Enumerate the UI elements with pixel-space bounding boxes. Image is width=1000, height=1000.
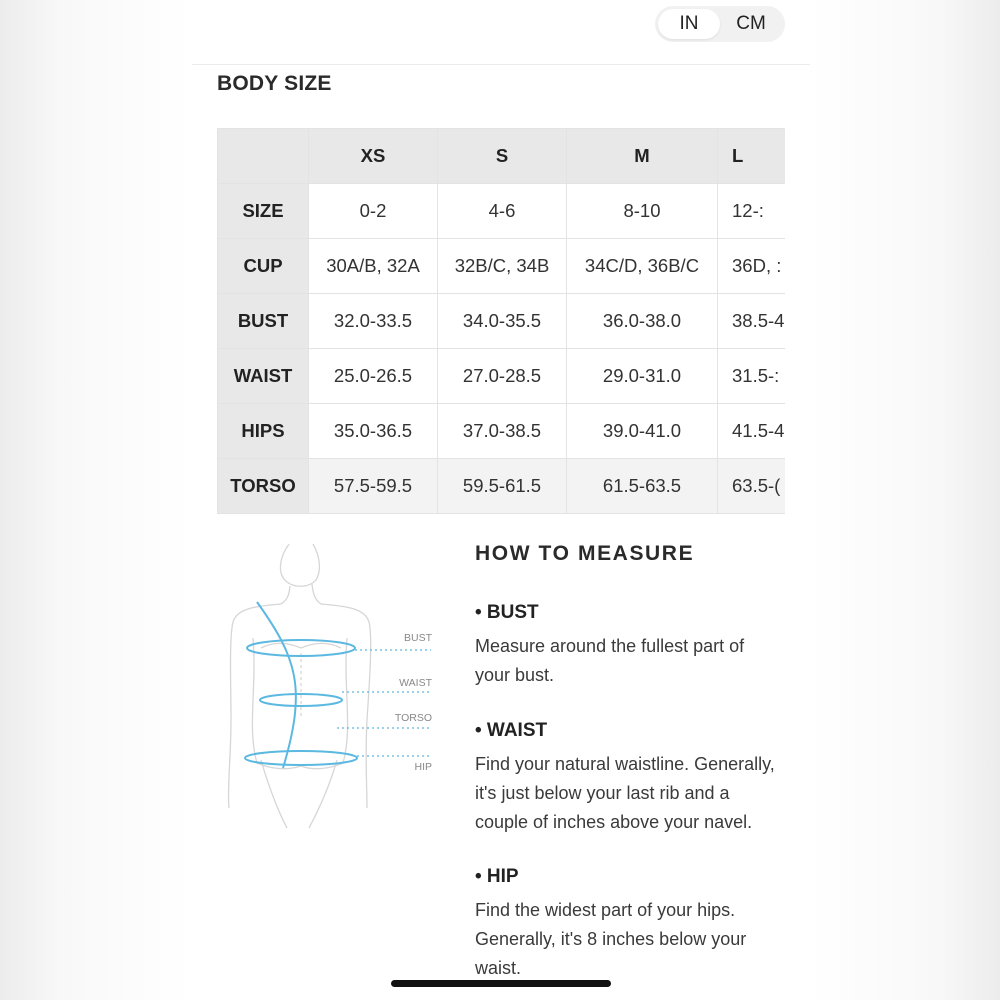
unit-option-in[interactable]: IN <box>658 9 720 39</box>
table-cell: 34C/D, 36B/C <box>567 239 718 294</box>
table-cell: 32.0-33.5 <box>309 294 438 349</box>
table-cell: 63.5-( <box>718 459 786 514</box>
table-cell: 57.5-59.5 <box>309 459 438 514</box>
description-line: Find the widest part of your hips. <box>475 900 736 920</box>
section-title: BODY SIZE <box>217 72 332 95</box>
unit-toggle[interactable] <box>655 6 785 42</box>
table-cell: 12-: <box>718 184 786 239</box>
table-cell: 37.0-38.5 <box>438 404 567 459</box>
table-row <box>218 184 786 239</box>
table-header-row <box>218 129 786 184</box>
hip-heading: • HIP <box>475 866 519 887</box>
description-line: Measure around the fullest part of <box>475 636 745 656</box>
row-label: HIPS <box>218 404 309 459</box>
table-cell: 39.0-41.0 <box>567 404 718 459</box>
header-cell: S <box>438 129 567 184</box>
table-cell: 61.5-63.5 <box>567 459 718 514</box>
waist-description <box>475 750 795 837</box>
table-cell: 38.5-4 <box>718 294 786 349</box>
table-row <box>218 239 786 294</box>
table-cell: 32B/C, 34B <box>438 239 567 294</box>
figure-label-waist: WAIST <box>399 677 432 689</box>
table-cell: 27.0-28.5 <box>438 349 567 404</box>
table-cell: 4-6 <box>438 184 567 239</box>
row-label: SIZE <box>218 184 309 239</box>
row-label: BUST <box>218 294 309 349</box>
header-corner <box>218 129 309 184</box>
description-line: it's just below your last rib and a <box>475 783 730 803</box>
hip-description <box>475 896 795 983</box>
table-cell: 34.0-35.5 <box>438 294 567 349</box>
figure-label-torso: TORSO <box>394 712 432 724</box>
table-row <box>218 459 786 514</box>
table-cell: 35.0-36.5 <box>309 404 438 459</box>
figure-label-bust: BUST <box>403 632 432 644</box>
row-label: CUP <box>218 239 309 294</box>
table-row <box>218 294 786 349</box>
table-cell: 25.0-26.5 <box>309 349 438 404</box>
size-guide-panel <box>192 0 810 1000</box>
header-cell: M <box>567 129 718 184</box>
table-cell: 36D, : <box>718 239 786 294</box>
figure-label-hip: HIP <box>414 761 432 773</box>
size-table <box>217 128 785 514</box>
description-line: your bust. <box>475 665 555 685</box>
header-cell: XS <box>309 129 438 184</box>
bust-heading: • BUST <box>475 602 539 623</box>
table-cell: 31.5-: <box>718 349 786 404</box>
table-row <box>218 404 786 459</box>
description-line: couple of inches above your navel. <box>475 812 753 832</box>
size-table-container[interactable] <box>217 128 785 516</box>
body-outline <box>228 544 370 828</box>
table-cell: 36.0-38.0 <box>567 294 718 349</box>
body-measurement-illustration <box>217 538 447 838</box>
table-cell: 29.0-31.0 <box>567 349 718 404</box>
table-cell: 41.5-4 <box>718 404 786 459</box>
how-to-measure-title: HOW TO MEASURE <box>475 542 695 565</box>
description-line: Generally, it's 8 inches below your <box>475 929 747 949</box>
table-cell: 59.5-61.5 <box>438 459 567 514</box>
unit-option-cm[interactable]: CM <box>736 13 766 34</box>
table-cell: 8-10 <box>567 184 718 239</box>
table-row <box>218 349 786 404</box>
row-label: TORSO <box>218 459 309 514</box>
row-label: WAIST <box>218 349 309 404</box>
description-line: Find your natural waistline. Generally, <box>475 754 775 774</box>
header-divider <box>192 64 810 65</box>
home-indicator[interactable] <box>391 980 611 987</box>
description-line: waist. <box>475 958 522 978</box>
header-cell: L <box>718 129 786 184</box>
leader-lines <box>337 650 431 756</box>
bust-description <box>475 632 795 690</box>
table-cell: 0-2 <box>309 184 438 239</box>
waist-heading: • WAIST <box>475 720 548 741</box>
table-cell: 30A/B, 32A <box>309 239 438 294</box>
